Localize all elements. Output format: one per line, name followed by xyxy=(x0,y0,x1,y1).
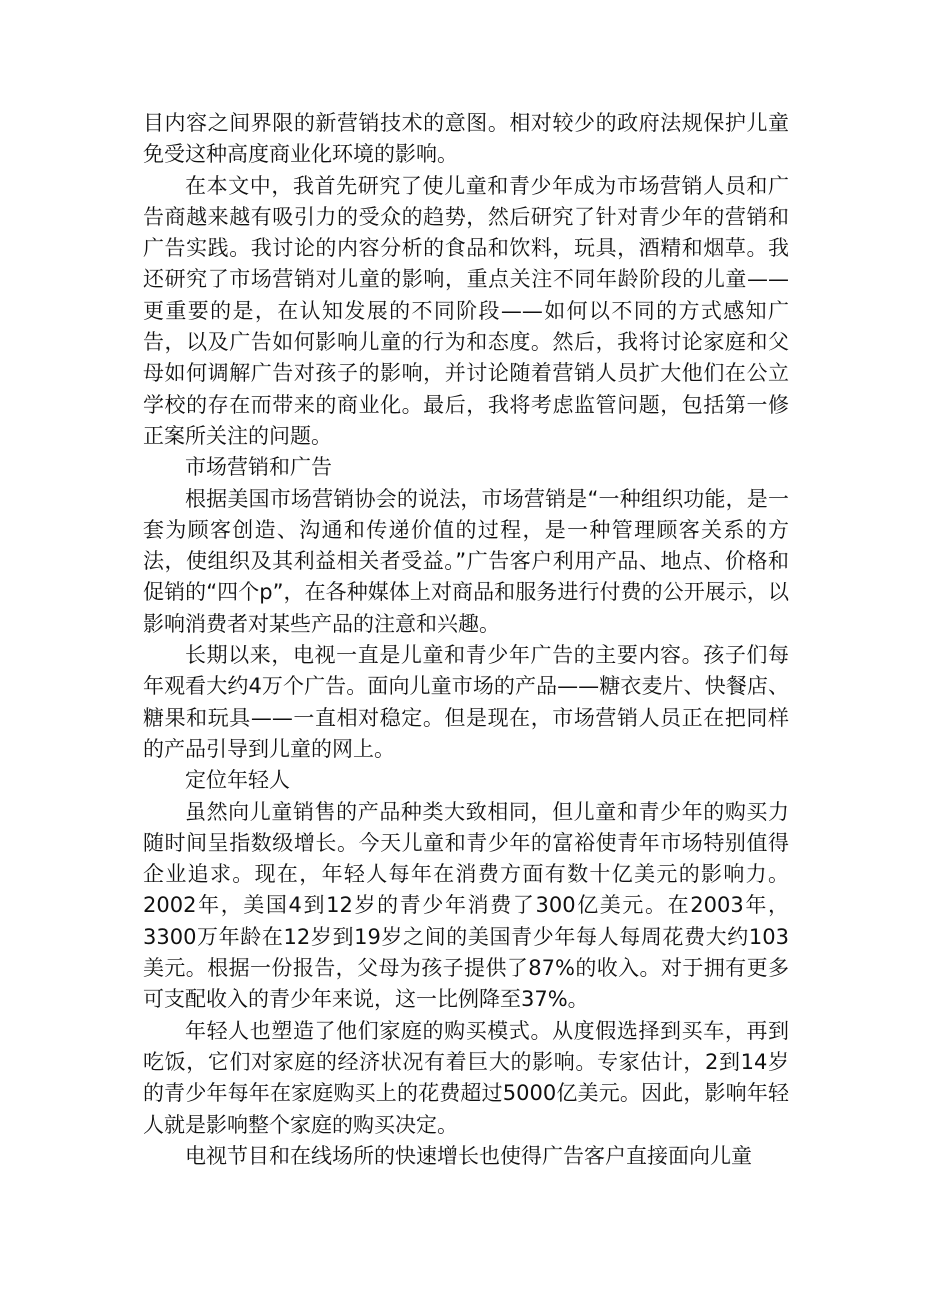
media-growth-paragraph: 电视节目和在线场所的快速增长也使得广告客户直接面向儿童 xyxy=(185,1143,752,1168)
intro-paragraph: 在本文中，我首先研究了使儿童和青少年成为市场营销人员和广告商越来越有吸引力的受众的趋势，然后研究了针对青少年的营销和广告实践。我讨论的内容分析的食品和饮料，玩具，酒精和烟草。我还研究了市场营销对儿童的影响，重点关注不同年龄阶段的儿童——更重要的是，在认知发展的不同阶段——如何以不同的方式感知广告，以及广告如何影响儿童的行为和态度。然后，我将讨论家庭和父母如何调解广告对孩子的影响，并讨论随着营销人员扩大他们在公立学校的存在而带来的商业化。最后，我将考虑监管问题，包括第一修正案所关注的问题。 xyxy=(143,173,789,448)
continuation-paragraph: 目内容之间界限的新营销技术的意图。相对较少的政府法规保护儿童免受这种高度商业化环境的影响。 xyxy=(143,111,789,167)
section-heading-targeting: 定位年轻人 xyxy=(185,768,290,793)
section-heading-marketing: 市场营销和广告 xyxy=(185,455,332,480)
television-paragraph: 长期以来，电视一直是儿童和青少年广告的主要内容。孩子们每年观看大约4万个广告。面向儿童市场的产品——糖衣麦片、快餐店、糖果和玩具——一直相对稳定。但是现在，市场营销人员正在把同样的产品引导到儿童的网上。 xyxy=(143,643,789,761)
family-influence-paragraph: 年轻人也塑造了他们家庭的购买模式。从度假选择到买车，再到吃饭，它们对家庭的经济状况有着巨大的影响。专家估计，2到14岁的青少年每年在家庭购买上的花费超过5000亿美元。因此，影响年轻人就是影响整个家庭的购买决定。 xyxy=(143,1018,789,1137)
marketing-definition-paragraph: 根据美国市场营销协会的说法，市场营销是“一种组织功能，是一套为顾客创造、沟通和传递价值的过程，是一种管理顾客关系的方法，使组织及其利益相关者受益。”广告客户利用产品、地点、价格和促销的“四个p”，在各种媒体上对商品和服务进行付费的公开展示，以影响消费者对某些产品的注意和兴趣。 xyxy=(143,486,789,636)
purchasing-power-paragraph: 虽然向儿童销售的产品种类大致相同，但儿童和青少年的购买力随时间呈指数级增长。今天儿童和青少年的富裕使青年市场特别值得企业追求。现在，年轻人每年在消费方面有数十亿美元的影响力。2002年，美国4到12岁的青少年消费了300亿美元。在2003年，3300万年龄在12岁到19岁之间的美国青少年每人每周花费大约103美元。根据一份报告，父母为孩子提供了87%的收入。对于拥有更多可支配收入的青少年来说，这一比例降至37%。 xyxy=(143,799,789,1012)
body-text xyxy=(143,108,789,1172)
